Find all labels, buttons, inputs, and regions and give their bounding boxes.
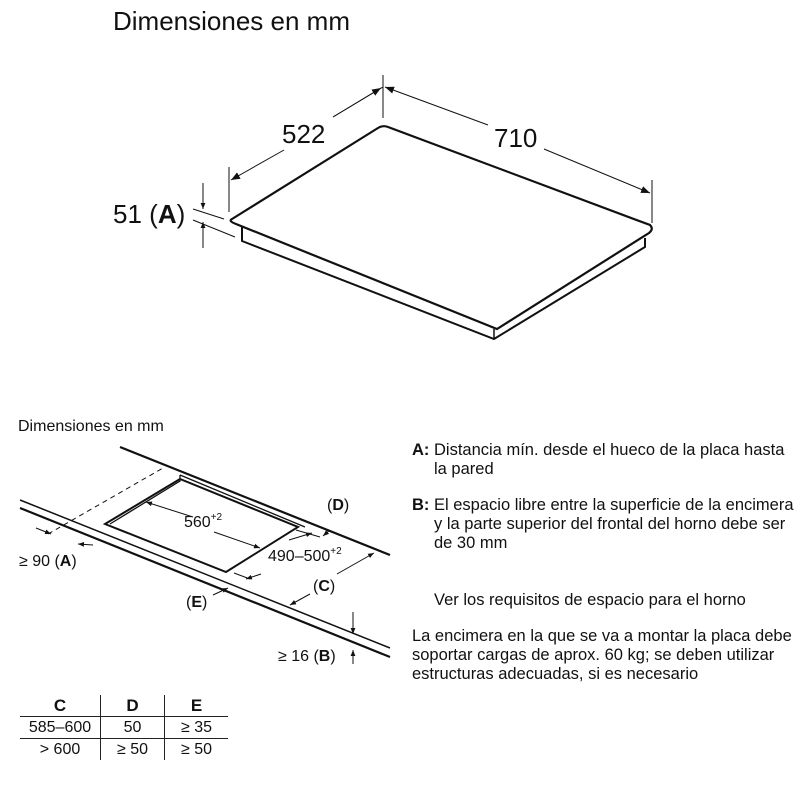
cutout-width-label: $560^{+2}$ (184, 512, 223, 531)
bottom-diagram-title: Dimensiones en mm (18, 418, 164, 435)
note-a-key: A: (412, 441, 430, 459)
top-diagram-title: Dimensiones en mm (113, 6, 350, 36)
table-header: C (20, 695, 101, 717)
table-header: E (190, 696, 203, 715)
legend-notes (412, 441, 797, 684)
label-c: (C) (313, 578, 336, 595)
table-cell: ≥ 50 (101, 739, 165, 761)
table-cell: ≥ 35 (165, 717, 229, 739)
note-b (412, 496, 797, 553)
table-row (20, 739, 228, 761)
label-a-min-distance: ≥ 90 (A) (19, 553, 77, 570)
table-cell: 585–600 (20, 717, 101, 739)
note-load: La encimera en la que se va a montar la placa debe soportar cargas de aprox. 60 kg; se deben utilizar estructuras adecuadas, si es necesario (412, 627, 792, 683)
table-header: D (101, 695, 165, 717)
note-b-text: El espacio libre entre la superficie de la encimera y la parte superior del frontal del horno debe ser de 30 mm (434, 496, 794, 552)
label-d: (D) (327, 497, 350, 514)
label-e: (E) (186, 594, 208, 611)
hob-outline (231, 126, 652, 339)
width-dimension-label: 710 (494, 123, 538, 153)
label-b-clearance: ≥ 16 (B) (278, 648, 336, 665)
table-row (20, 717, 228, 739)
note-a (412, 441, 797, 479)
height-dimension-label: 51 (A) (113, 199, 186, 229)
note-b-key: B: (412, 496, 430, 514)
table-cell: 50 (101, 717, 165, 739)
cutout-depth-label: $490-500^{+2}$ (268, 546, 342, 565)
note-oven: Ver los requisitos de espacio para el horno (434, 591, 746, 609)
clearance-table (20, 695, 228, 760)
note-a-text: Distancia mín. desde el hueco de la placa hasta la pared (434, 441, 785, 478)
table-cell: ≥ 50 (165, 739, 229, 761)
table-cell: > 600 (20, 739, 101, 761)
depth-dimension-label: 522 (282, 119, 326, 149)
table-header-row (20, 695, 228, 717)
ref-a-bold: A (157, 199, 177, 229)
